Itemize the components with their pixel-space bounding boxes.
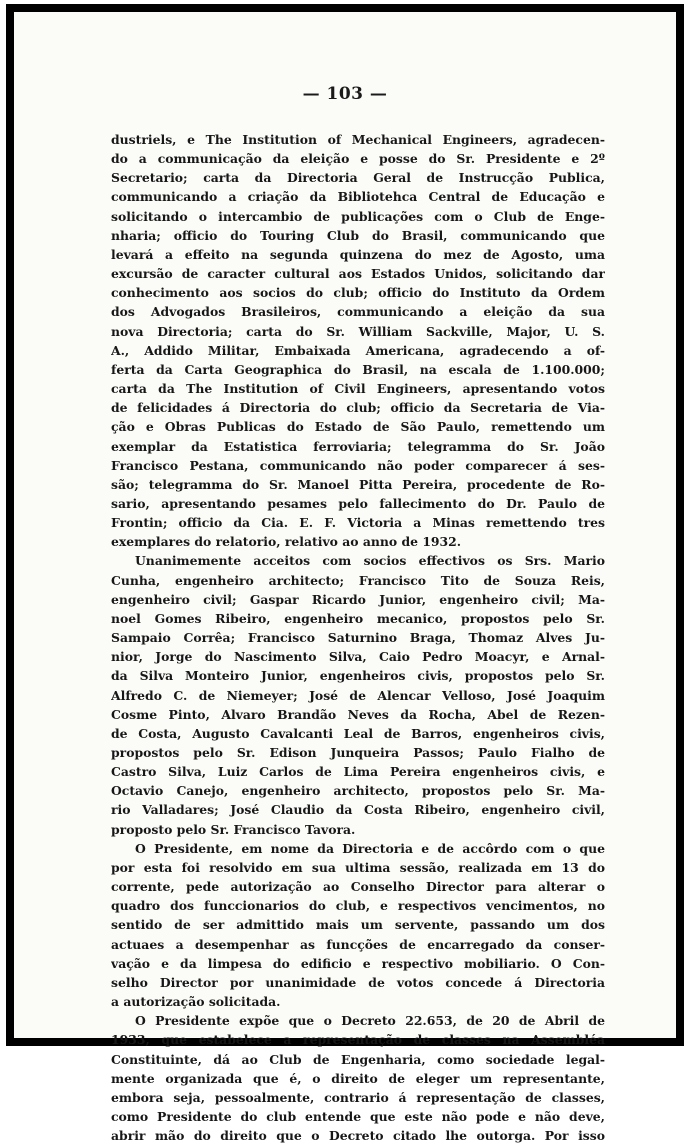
text-line: solicitando o intercambio de publicações com o Club de Enge- xyxy=(111,208,605,224)
text-line: Secretario; carta da Directoria Geral de Instrucção Publica, xyxy=(111,170,605,186)
text-line: abrir mão do direito que o Decreto citado lhe outorga. Por isso xyxy=(111,1128,605,1144)
text-line: corrente, pede autorização ao Conselho Director para alterar o xyxy=(111,879,605,895)
text-line: rio Valladares; José Claudio da Costa Ribeiro, engenheiro civil, xyxy=(111,802,605,818)
text-line: Cunha, engenheiro architecto; Francisco Tito de Souza Reis, xyxy=(111,572,605,588)
text-line: Octavio Canejo, engenheiro architecto, propostos pelo Sr. Ma- xyxy=(111,783,605,799)
text-line: O Presidente, em nome da Directoria e de accôrdo com o que xyxy=(135,840,605,856)
page-sheet xyxy=(14,12,676,1144)
text-line: noel Gomes Ribeiro, engenheiro mecanico, propostos pelo Sr. xyxy=(111,610,605,626)
text-line: nior, Jorge do Nascimento Silva, Caio Pedro Moacyr, e Arnal- xyxy=(111,649,605,665)
text-line: communicando a criação da Bibliotehca Central de Educação e xyxy=(111,189,605,205)
text-line: de felicidades á Directoria do club; officio da Secretaria de Via- xyxy=(111,400,605,416)
page-number: — 103 — xyxy=(302,84,388,104)
text-line: excursão de caracter cultural aos Estados Unidos, solicitando dar xyxy=(111,266,605,282)
text-line: por esta foi resolvido em sua ultima sessão, realizada em 13 do xyxy=(111,859,605,875)
text-line: Cosme Pinto, Alvaro Brandão Neves da Rocha, Abel de Rezen- xyxy=(111,706,605,722)
text-line: dustriels, e The Institution of Mechanical Engineers, agradecen- xyxy=(111,132,605,147)
text-line: 1933, que estabelece a representação de classes na Assembléa xyxy=(111,1032,605,1048)
text-line: carta da The Institution of Civil Engineers, apresentando votos xyxy=(111,381,605,397)
text-line: embora seja, pessoalmente, contrario á representação de classes, xyxy=(111,1089,605,1105)
text-line: ção e Obras Publicas do Estado de São Paulo, remettendo um xyxy=(111,419,605,435)
text-line: O Presidente expõe que o Decreto 22.653, de 20 de Abril de xyxy=(135,1013,605,1029)
text-line: actuaes a desempenhar as funcções de encarregado da conser- xyxy=(111,936,605,952)
text-line: Alfredo C. de Niemeyer; José de Alencar Velloso, José Joaquim xyxy=(111,687,605,703)
text-line: exemplar da Estatistica ferroviaria; telegramma do Sr. João xyxy=(111,438,605,454)
text-line: selho Director por unanimidade de votos concede á Directoria xyxy=(111,974,605,990)
text-line: exemplares do relatorio, relativo ao anno de 1932. xyxy=(111,534,462,550)
text-line: nharia; officio do Touring Club do Brasil, communicando que xyxy=(111,227,605,243)
page-border xyxy=(6,4,684,1144)
text-line: proposto pelo Sr. Francisco Tavora. xyxy=(111,821,356,837)
text-line: nova Directoria; carta do Sr. William Sackville, Major, U. S. xyxy=(111,323,605,339)
text-line: sentido de ser admittido mais um servente, passando um dos xyxy=(111,917,605,933)
text-line: são; telegramma do Sr. Manoel Pitta Pereira, procedente de Ro- xyxy=(111,476,605,492)
text-line: a autorização solicitada. xyxy=(111,994,281,1010)
text-line: quadro dos funccionarios do club, e respectivos vencimentos, no xyxy=(111,898,605,914)
text-line: engenheiro civil; Gaspar Ricardo Junior, engenheiro civil; Ma- xyxy=(111,591,605,607)
text-line: mente organizada que é, o direito de eleger um representante, xyxy=(111,1070,605,1086)
text-line: como Presidente do club entende que este não pode e não deve, xyxy=(111,1108,605,1124)
text-line: sario, apresentando pesames pelo fallecimento do Dr. Paulo de xyxy=(111,495,605,511)
text-line: dos Advogados Brasileiros, communicando a eleição da sua xyxy=(111,304,605,320)
body-text xyxy=(111,130,605,1145)
text-line: Frontin; officio da Cia. E. F. Victoria a Minas remettendo tres xyxy=(111,515,605,531)
text-line: Sampaio Corrêa; Francisco Saturnino Braga, Thomaz Alves Ju- xyxy=(111,630,605,646)
text-line: Unanimemente acceitos com socios effectivos os Srs. Mario xyxy=(135,553,605,569)
text-line: Francisco Pestana, communicando não poder comparecer á ses- xyxy=(111,457,605,473)
text-line: levará a effeito na segunda quinzena do mez de Agosto, uma xyxy=(111,246,605,262)
text-line: da Silva Monteiro Junior, engenheiros civis, propostos pelo Sr. xyxy=(111,668,605,684)
text-line: conhecimento aos socios do club; officio do Instituto da Ordem xyxy=(111,285,605,301)
text-line: propostos pelo Sr. Edison Junqueira Passos; Paulo Fialho de xyxy=(111,745,605,760)
text-line: Castro Silva, Luiz Carlos de Lima Pereira engenheiros civis, e xyxy=(111,764,605,780)
text-line: do a communicação da eleição e posse do Sr. Presidente e 2º xyxy=(111,151,605,167)
text-line: A., Addido Militar, Embaixada Americana, agradecendo a of- xyxy=(111,342,605,358)
text-line: Constituinte, dá ao Club de Engenharia, como sociedade legal- xyxy=(111,1051,605,1067)
text-line: de Costa, Augusto Cavalcanti Leal de Barros, engenheiros civis, xyxy=(111,725,605,741)
text-line: vação e da limpesa do edificio e respectivo mobiliario. O Con- xyxy=(111,955,605,971)
text-line: ferta da Carta Geographica do Brasil, na escala de 1.100.000; xyxy=(111,361,605,377)
